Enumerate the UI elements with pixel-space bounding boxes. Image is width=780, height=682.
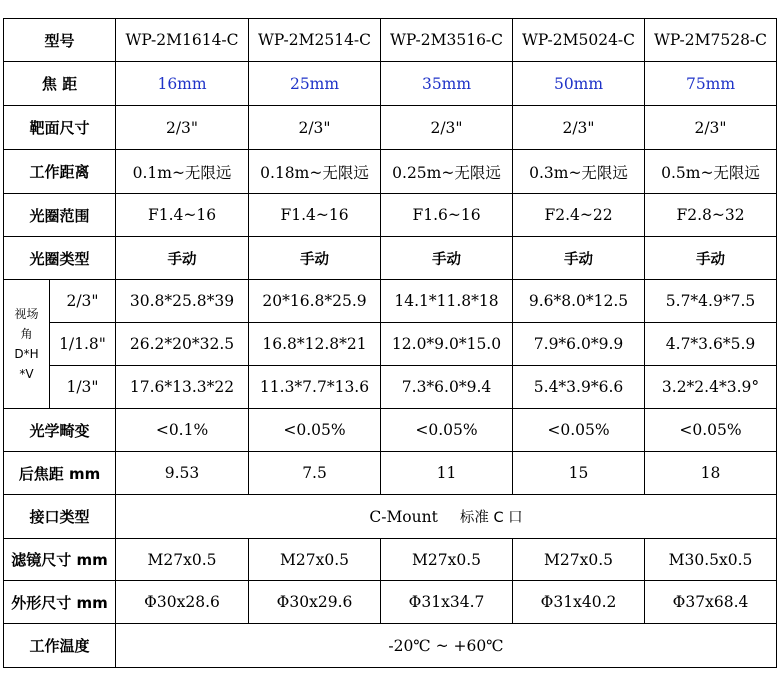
fov-size-label: 1/1.8" bbox=[50, 323, 116, 366]
row-back-focal bbox=[4, 452, 777, 495]
label-filter: 滤镜尺寸 mm bbox=[4, 539, 116, 581]
fov-size-label: 2/3" bbox=[50, 280, 116, 323]
label-focal-length-text: 焦 距 bbox=[41, 75, 78, 93]
row-fov-1-1.8 bbox=[4, 323, 777, 366]
sensor-cell: 2/3" bbox=[645, 106, 777, 150]
model-cell: WP-2M5024-C bbox=[513, 19, 645, 62]
distortion-cell: <0.05% bbox=[381, 409, 513, 452]
focal-cell: 50mm bbox=[513, 62, 645, 106]
distortion-cell: <0.05% bbox=[513, 409, 645, 452]
spec-table-wrapper bbox=[3, 18, 777, 668]
back-focal-cell: 15 bbox=[513, 452, 645, 495]
row-focal-length bbox=[4, 62, 777, 106]
label-temperature: 工作温度 bbox=[4, 624, 116, 668]
row-model bbox=[4, 19, 777, 62]
row-fov-1-3 bbox=[4, 366, 777, 409]
dimensions-cell: Φ37x68.4 bbox=[645, 581, 777, 624]
mount-value-a: C-Mount bbox=[369, 508, 438, 526]
dimensions-cell: Φ31x34.7 bbox=[381, 581, 513, 624]
filter-cell: M27x0.5 bbox=[116, 539, 249, 581]
sensor-cell: 2/3" bbox=[381, 106, 513, 150]
fov-cell: 4.7*3.6*5.9 bbox=[645, 323, 777, 366]
label-dimensions: 外形尺寸 mm bbox=[4, 581, 116, 624]
fov-size-label: 1/3" bbox=[50, 366, 116, 409]
temperature-value: -20℃ ~ +60℃ bbox=[116, 624, 777, 668]
distortion-cell: <0.05% bbox=[249, 409, 381, 452]
focal-cell: 16mm bbox=[116, 62, 249, 106]
aperture-type-cell: 手动 bbox=[645, 237, 777, 280]
label-distortion: 光学畸变 bbox=[4, 409, 116, 452]
aperture-type-cell: 手动 bbox=[513, 237, 645, 280]
focal-cell: 75mm bbox=[645, 62, 777, 106]
aperture-range-cell: F1.6~16 bbox=[381, 194, 513, 237]
fov-cell: 3.2*2.4*3.9° bbox=[645, 366, 777, 409]
row-aperture-range bbox=[4, 194, 777, 237]
filter-cell: M27x0.5 bbox=[381, 539, 513, 581]
focal-cell: 25mm bbox=[249, 62, 381, 106]
fov-cell: 5.7*4.9*7.5 bbox=[645, 280, 777, 323]
sensor-cell: 2/3" bbox=[249, 106, 381, 150]
dimensions-cell: Φ31x40.2 bbox=[513, 581, 645, 624]
filter-cell: M30.5x0.5 bbox=[645, 539, 777, 581]
sensor-cell: 2/3" bbox=[116, 106, 249, 150]
row-aperture-type bbox=[4, 237, 777, 280]
row-fov-2-3 bbox=[4, 280, 777, 323]
aperture-range-cell: F2.8~32 bbox=[645, 194, 777, 237]
sensor-cell: 2/3" bbox=[513, 106, 645, 150]
lens-spec-table bbox=[3, 18, 777, 668]
distortion-cell: <0.05% bbox=[645, 409, 777, 452]
working-distance-cell: 0.25m~无限远 bbox=[381, 150, 513, 194]
aperture-type-cell: 手动 bbox=[116, 237, 249, 280]
working-distance-cell: 0.3m~无限远 bbox=[513, 150, 645, 194]
label-aperture-type: 光圈类型 bbox=[4, 237, 116, 280]
row-dimensions bbox=[4, 581, 777, 624]
fov-cell: 7.9*6.0*9.9 bbox=[513, 323, 645, 366]
row-mount bbox=[4, 495, 777, 539]
row-temperature bbox=[4, 624, 777, 668]
row-filter bbox=[4, 539, 777, 581]
model-cell: WP-2M1614-C bbox=[116, 19, 249, 62]
label-back-focal: 后焦距 mm bbox=[4, 452, 116, 495]
mount-value bbox=[116, 495, 777, 539]
focal-cell: 35mm bbox=[381, 62, 513, 106]
label-model: 型号 bbox=[4, 19, 116, 62]
label-focal-length bbox=[4, 62, 116, 106]
model-cell: WP-2M7528-C bbox=[645, 19, 777, 62]
back-focal-cell: 7.5 bbox=[249, 452, 381, 495]
fov-cell: 20*16.8*25.9 bbox=[249, 280, 381, 323]
working-distance-cell: 0.5m~无限远 bbox=[645, 150, 777, 194]
back-focal-cell: 18 bbox=[645, 452, 777, 495]
aperture-type-cell: 手动 bbox=[381, 237, 513, 280]
row-distortion bbox=[4, 409, 777, 452]
fov-label-line2: 角 bbox=[20, 327, 33, 341]
fov-label-line3: D*H bbox=[14, 347, 39, 361]
fov-cell: 30.8*25.8*39 bbox=[116, 280, 249, 323]
back-focal-cell: 9.53 bbox=[116, 452, 249, 495]
working-distance-cell: 0.1m~无限远 bbox=[116, 150, 249, 194]
distortion-cell: <0.1% bbox=[116, 409, 249, 452]
row-sensor-size bbox=[4, 106, 777, 150]
back-focal-cell: 11 bbox=[381, 452, 513, 495]
fov-cell: 5.4*3.9*6.6 bbox=[513, 366, 645, 409]
dimensions-cell: Φ30x29.6 bbox=[249, 581, 381, 624]
working-distance-cell: 0.18m~无限远 bbox=[249, 150, 381, 194]
fov-cell: 11.3*7.7*13.6 bbox=[249, 366, 381, 409]
aperture-range-cell: F1.4~16 bbox=[249, 194, 381, 237]
label-working-distance: 工作距离 bbox=[4, 150, 116, 194]
filter-cell: M27x0.5 bbox=[249, 539, 381, 581]
aperture-range-cell: F1.4~16 bbox=[116, 194, 249, 237]
fov-cell: 16.8*12.8*21 bbox=[249, 323, 381, 366]
aperture-type-cell: 手动 bbox=[249, 237, 381, 280]
label-field-of-view bbox=[4, 280, 50, 409]
row-working-distance bbox=[4, 150, 777, 194]
label-sensor-size: 靶面尺寸 bbox=[4, 106, 116, 150]
fov-cell: 14.1*11.8*18 bbox=[381, 280, 513, 323]
label-aperture-range: 光圈范围 bbox=[4, 194, 116, 237]
fov-label-line1: 视场 bbox=[14, 307, 39, 321]
fov-label-line4: *V bbox=[19, 367, 34, 381]
label-mount: 接口类型 bbox=[4, 495, 116, 539]
fov-cell: 9.6*8.0*12.5 bbox=[513, 280, 645, 323]
filter-cell: M27x0.5 bbox=[513, 539, 645, 581]
fov-cell: 12.0*9.0*15.0 bbox=[381, 323, 513, 366]
dimensions-cell: Φ30x28.6 bbox=[116, 581, 249, 624]
mount-value-b: 标准 C 口 bbox=[459, 510, 523, 526]
fov-cell: 7.3*6.0*9.4 bbox=[381, 366, 513, 409]
model-cell: WP-2M2514-C bbox=[249, 19, 381, 62]
aperture-range-cell: F2.4~22 bbox=[513, 194, 645, 237]
fov-cell: 26.2*20*32.5 bbox=[116, 323, 249, 366]
model-cell: WP-2M3516-C bbox=[381, 19, 513, 62]
fov-cell: 17.6*13.3*22 bbox=[116, 366, 249, 409]
